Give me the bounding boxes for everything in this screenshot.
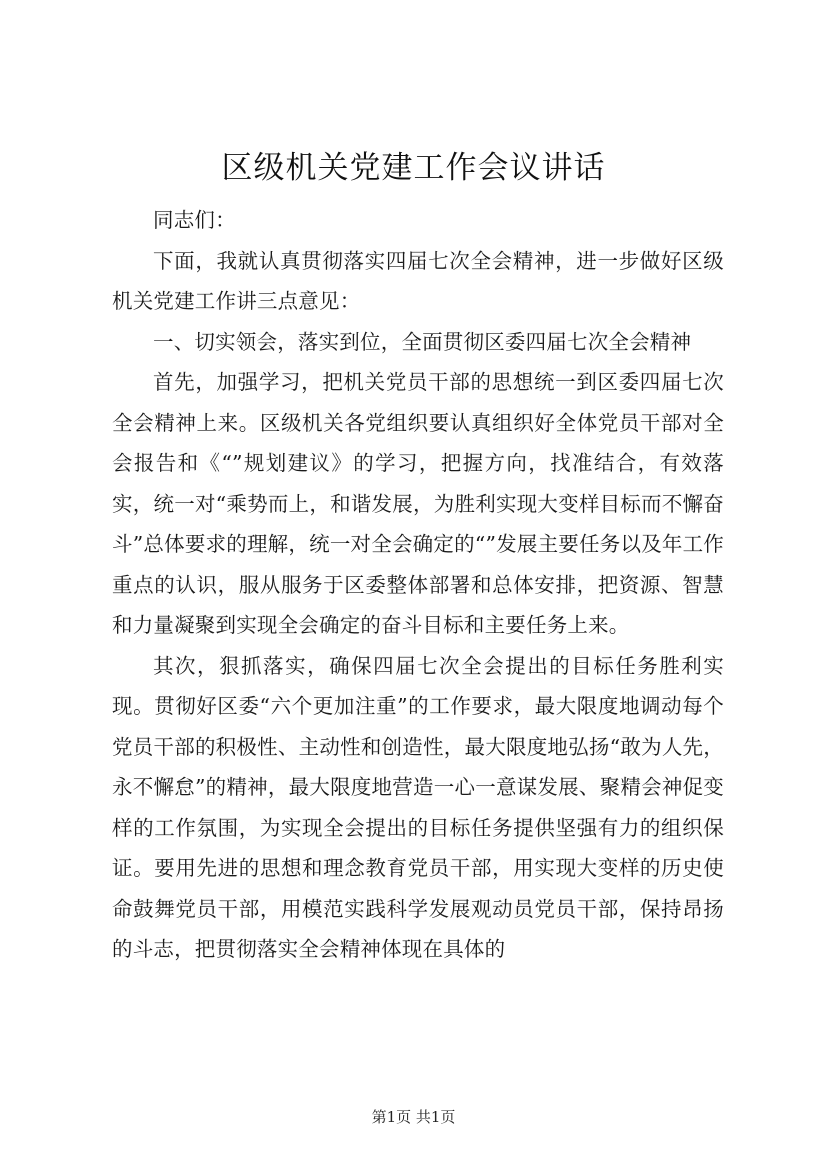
- body-paragraph-first: 首先，加强学习，把机关党员干部的思想统一到区委四届七次全会精神上来。区级机关各党组织要认真组织好全体党员干部对全会报告和《“”规划建议》的学习，把握方向，找准结合，有效落实，统一对“乘势而上，和谐发展，为胜利实现大变样目标而不懈奋斗”总体要求的理解，统一对全会确定的“”发展主要任务以及年工作重点的认识，服从服务于区委整体部署和总体安排，把资源、智慧和力量凝聚到实现全会确定的奋斗目标和主要任务上来。: [112, 370, 724, 637]
- intro-paragraph: 下面，我就认真贯彻落实四届七次全会精神，进一步做好区级机关党建工作讲三点意见：: [112, 248, 724, 313]
- document-body: [112, 200, 724, 970]
- document-title: 区级机关党建工作会议讲话: [221, 150, 606, 186]
- section-heading-1: 一、切实领会，落实到位，全面贯彻区委四届七次全会精神: [153, 329, 692, 354]
- page-number-footer: 第1页 共1页: [371, 1108, 456, 1126]
- body-paragraph-second: 其次，狠抓落实，确保四届七次全会提出的目标任务胜利实现。贯彻好区委“六个更加注重”的工作要求，最大限度地调动每个党员干部的积极性、主动性和创造性，最大限度地弘扬“敢为人先，永不懈怠”的精神，最大限度地营造一心一意谋发展、聚精会神促变样的工作氛围，为实现全会提出的目标任务提供坚强有力的组织保证。要用先进的思想和理念教育党员干部，用实现大变样的历史使命鼓舞党员干部，用模范实践科学发展观动员党员干部，保持昂扬的斗志，把贯彻落实全会精神体现在具体的: [112, 653, 724, 961]
- salutation-paragraph: 同志们：: [153, 208, 236, 232]
